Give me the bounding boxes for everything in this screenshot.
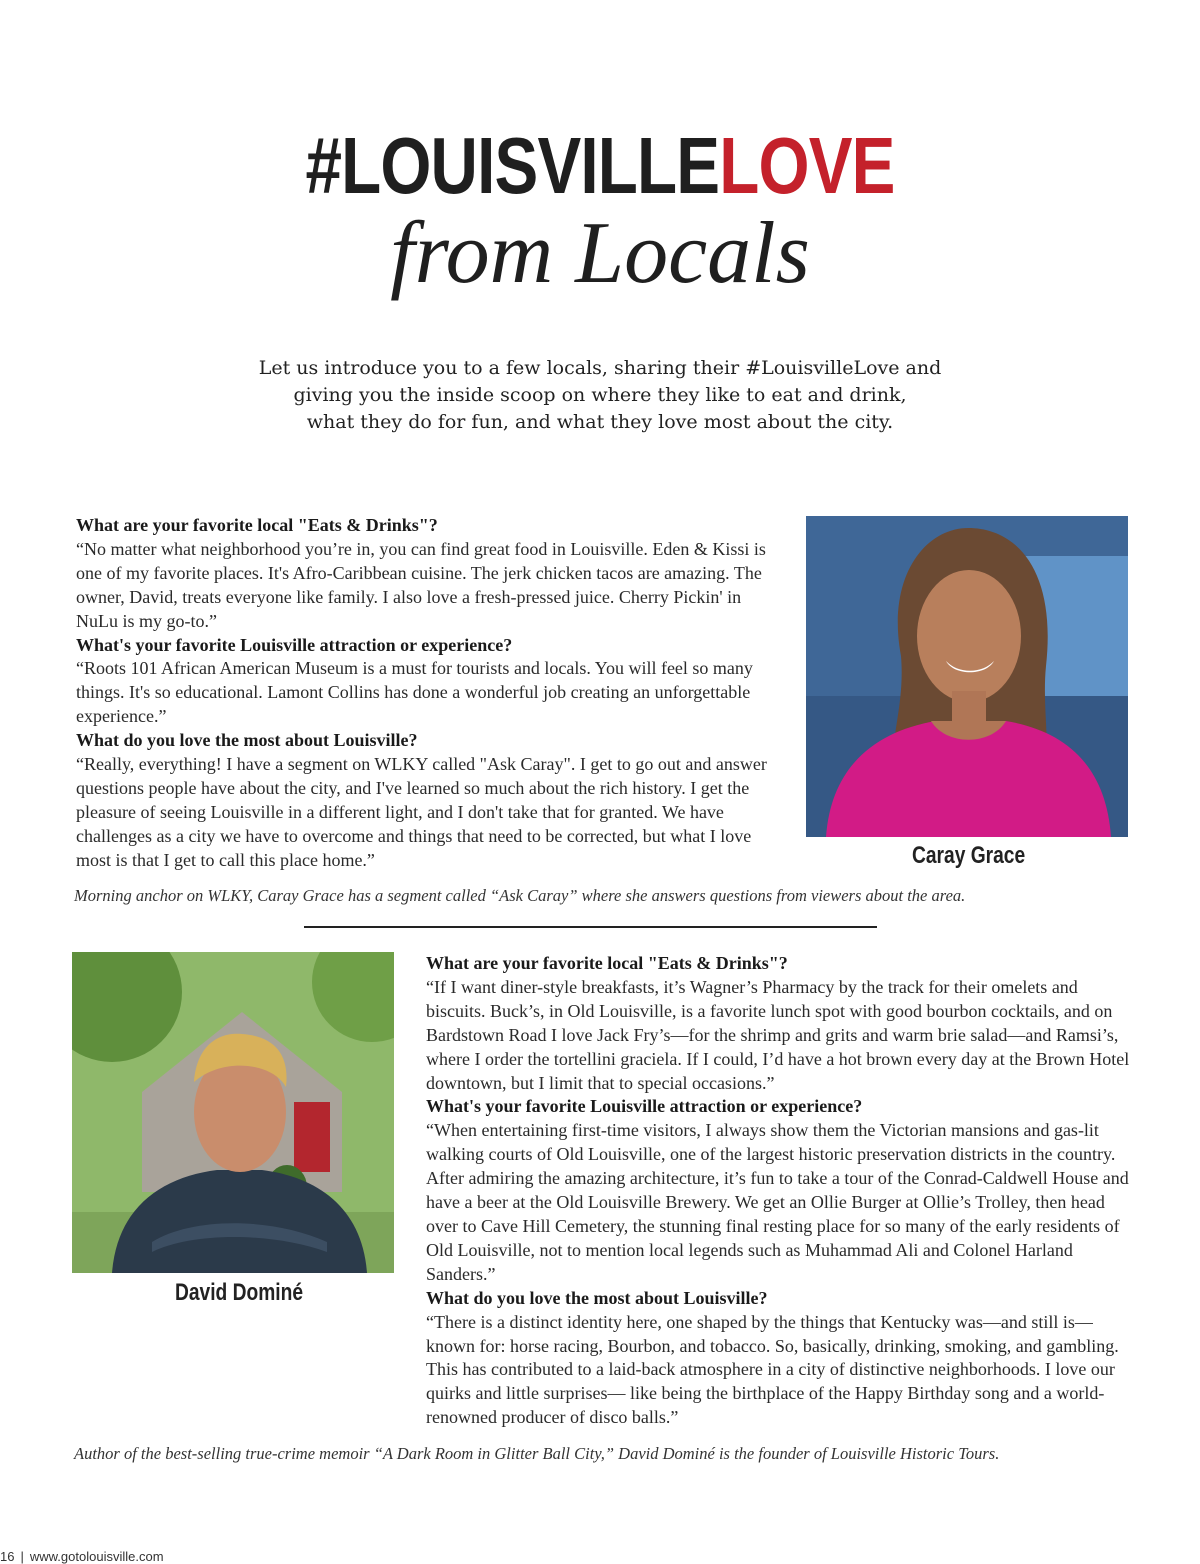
caray-grace-photo (806, 516, 1128, 837)
answer-love-most: “Really, everything! I have a segment on WLKY called "Ask Caray". I get to go out and answer questions people have about the city, and I've learned so much about the rich history. I get the pleasure of seeing Louisville in a different light, and I don't take that for granted. We have challenges as a city we have to overcome and things that need to be corrected, but what I love most is that I get to call this place home.” (76, 754, 767, 870)
answer-love-most: “There is a distinct identity here, one shaped by the things that Kentucky was—and still is—known for: horse racing, Bourbon, and tobacco. So, basically, drinking, smoking, and gambling. This has contributed to a laid-back atmosphere in a city of distinctive neighborhoods. I love our quirks and little surprises— like being the birthplace of the Happy Birthday song and a world-renowned producer of disco balls.” (426, 1311, 1119, 1428)
profile-caption-david-domine: Author of the best-selling true-crime memoir “A Dark Room in Glitter Ball City,” David Dominé is the founder of Louisville Historic Tours. (74, 1444, 1000, 1463)
profile-name-caray-grace: Caray Grace (912, 842, 1026, 869)
intro-line: giving you the inside scoop on where they like to eat and drink, (293, 384, 907, 406)
footer-separator: | (20, 1549, 24, 1564)
intro-line: Let us introduce you to a few locals, sharing their #LouisvilleLove and (258, 357, 942, 379)
answer-attraction: “When entertaining first-time visitors, I always show them the Victorian mansions and gas-lit walking courts of Old Louisville, one of the largest historic preservation districts in the country. After admiring the amazing architecture, it’s fun to take a tour of the Conrad-Caldwell House and have a beer at the Old Louisville Brewery. We get an Ollie Burger at Ollie’s Trolley, then head over to Cave Hill Cemetery, the stunning final resting place for so many of the early residents of Old Louisville, not to mention local legends such as Muhammad Ali and Colonel Harland Sanders.” (426, 1120, 1129, 1284)
answer-eats-drinks: “No matter what neighborhood you’re in, you can find great food in Louisville. Eden & Kissi is one of my favorite places. It's Afro-Caribbean cuisine. The jerk chicken tacos are amazing. The owner, David, treats everyone like family. I also love a fresh-pressed juice. Cherry Pickin' in NuLu is my go-to.” (76, 538, 766, 631)
question-eats-drinks: What are your favorite local "Eats & Drinks"? (426, 953, 788, 973)
david-domine-photo (72, 952, 394, 1273)
page-title (0, 118, 1200, 302)
title-hashtag-red: LOVE (719, 121, 895, 210)
title-subtitle: from Locals (390, 205, 810, 302)
page-footer (0, 1549, 164, 1564)
profile-qa-david-domine (426, 952, 1136, 1430)
profile-name-david-domine: David Dominé (175, 1279, 304, 1306)
intro-paragraph (200, 355, 1000, 436)
profile-caption-caray-grace: Morning anchor on WLKY, Caray Grace has a segment called “Ask Caray” where she answers questions from viewers about the area. (74, 886, 966, 905)
answer-attraction: “Roots 101 African American Museum is a must for tourists and locals. You will feel so many things. It's so educational. Lamont Collins has done a wonderful job creating an unforgettable experience.” (76, 658, 753, 727)
answer-eats-drinks: “If I want diner-style breakfasts, it’s Wagner’s Pharmacy by the track for their omelets and biscuits. Buck’s, in Old Louisville, is a favorite lunch spot with good bourbon cocktails, and on Bardstown Road I love Jack Fry’s—for the shrimp and grits and warm brie salad—and Ramsi’s, where I order the tortellini graciela. If I could, I’d have a hot brown every day at the Brown Hotel downtown, but I limit that to special occasions.” (426, 976, 1130, 1093)
title-hashtag (108, 118, 1092, 214)
portrait-woman-illustration (806, 516, 1128, 837)
profile-qa-caray-grace (76, 514, 781, 873)
question-eats-drinks: What are your favorite local "Eats & Drinks"? (76, 515, 438, 535)
question-love-most: What do you love the most about Louisville? (76, 730, 418, 751)
intro-line: what they do for fun, and what they love most about the city. (306, 411, 894, 433)
question-love-most: What do you love the most about Louisville? (426, 1287, 768, 1308)
title-hashtag-dark: #LOUISVILLE (305, 121, 720, 210)
portrait-man-illustration (72, 952, 394, 1273)
section-divider (304, 926, 877, 928)
question-attraction: What's your favorite Louisville attraction or experience? (426, 1096, 863, 1117)
question-attraction: What's your favorite Louisville attraction or experience? (76, 634, 513, 655)
page-number: 16 (0, 1549, 15, 1564)
footer-url: www.gotolouisville.com (29, 1549, 164, 1564)
